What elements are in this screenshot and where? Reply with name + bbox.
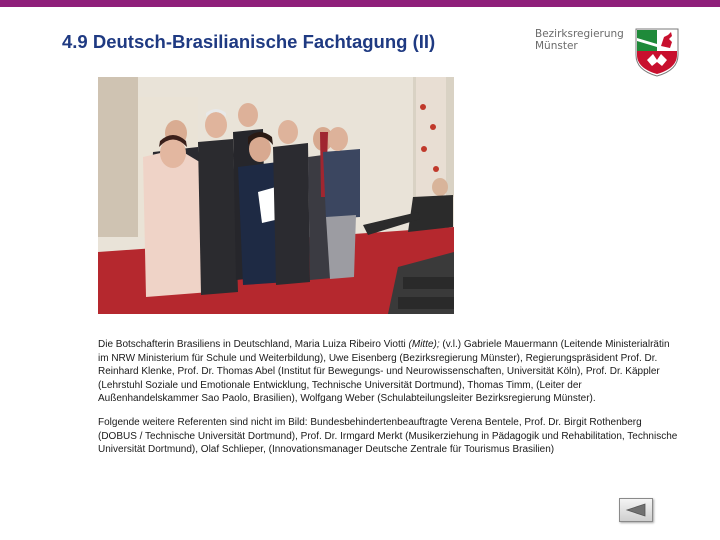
caption-text-2: (v.l.) Gabriele Mauermann (Leitende Ministerialrätin im NRW Ministerium für Schule und Weiterbildung), Uwe Eisenberg (Bezirksregierung Münster), Regierungspräsident Prof. Dr. Reinhard Klenke, Prof. Dr. Thomas Abel (Institut für Bewegungs- und Neurowissenschaften, Universität Köln), Prof. Dr. Käppler (Lehrstuhl Soziale und Emotionale Entwicklung, Technische Universität Dortmund), Thomas Timm, (Leiter der Außenhandelskammer Sao Paolo, Brasilien), Wolfgang Weber (Schulabteilungsleiter Bezirksregierung Münster).	[98, 339, 670, 405]
back-button[interactable]	[619, 498, 653, 522]
top-accent-bar	[0, 0, 720, 7]
caption	[98, 338, 680, 457]
slide-title: 4.9 Deutsch-Brasilianische Fachtagung (II)	[62, 31, 436, 52]
caption-emphasis: (Mitte);	[408, 339, 440, 350]
caption-paragraph-2: Folgende weitere Referenten sind nicht im Bild: Bundesbehindertenbeauftragte Verena Bentele, Prof. Dr. Birgit Rothenberg (DOBUS / Technische Universität Dortmund), Prof. Dr. Irmgard Merkt (Musikerziehung in Pädagogik und Rehabilitation, Technische Universität Dortmund), Olaf Schlieper, (Innovationsmanager Deutsche Zentrale für Tourismus Brasilien)	[98, 416, 678, 456]
nrw-crest-icon	[634, 27, 680, 77]
logo-line-1: Bezirksregierung	[535, 28, 624, 40]
left-triangle-icon	[625, 503, 647, 517]
logo-wordmark	[535, 28, 624, 52]
caption-paragraph-1	[98, 338, 680, 406]
caption-text-1: Die Botschafterin Brasiliens in Deutschland, Maria Luiza Ribeiro Viotti	[98, 339, 409, 350]
group-photo	[98, 77, 454, 314]
logo-line-2: Münster	[535, 40, 578, 52]
